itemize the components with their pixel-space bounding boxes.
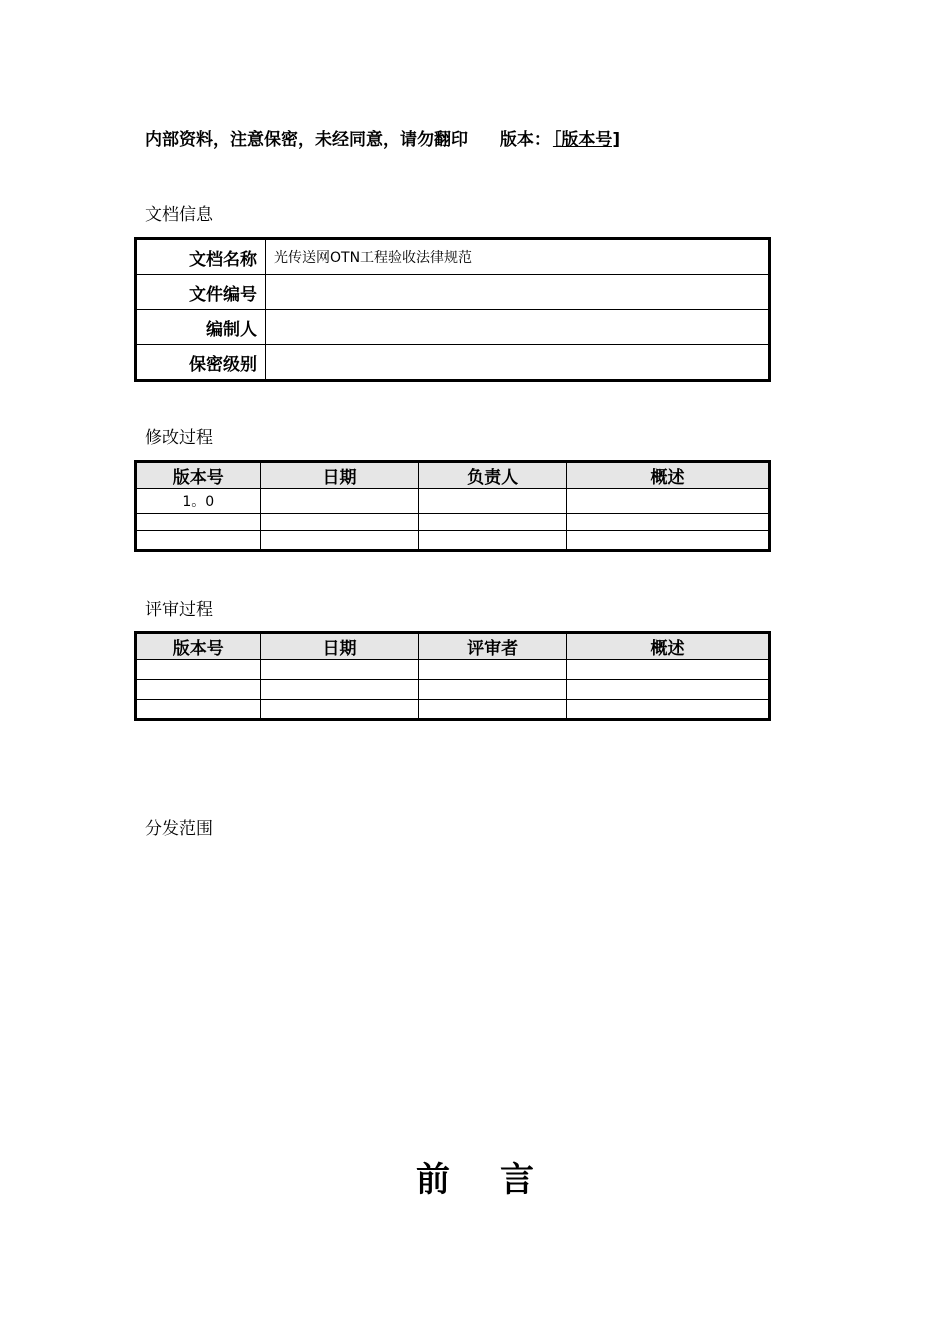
table-cell <box>419 531 567 551</box>
table-cell <box>260 660 419 680</box>
table-row <box>136 345 770 381</box>
header-notice-line <box>145 125 620 150</box>
table-row <box>136 660 770 680</box>
table-cell <box>419 700 567 720</box>
table-header-row <box>136 462 770 489</box>
doc-name-value: 光传送网OTN工程验收法律规范 <box>266 239 770 275</box>
table-cell <box>136 680 261 700</box>
table-row <box>136 680 770 700</box>
table-cell <box>260 700 419 720</box>
table-cell <box>260 531 419 551</box>
table-cell <box>567 489 770 514</box>
col-summary: 概述 <box>567 462 770 489</box>
version-label: 版本： <box>499 130 551 150</box>
table-row <box>136 531 770 551</box>
col-owner: 负责人 <box>419 462 567 489</box>
col-version: 版本号 <box>136 633 261 660</box>
confidential-notice: 内部资料，注意保密，未经同意，请勿翻印 <box>145 130 468 150</box>
table-row <box>136 310 770 345</box>
table-cell <box>136 531 261 551</box>
table-cell <box>419 489 567 514</box>
security-level-value <box>266 345 770 381</box>
table-cell: 1。0 <box>136 489 261 514</box>
file-number-value <box>266 275 770 310</box>
revision-title: 修改过程 <box>145 428 213 448</box>
table-cell <box>419 514 567 531</box>
table-cell <box>136 700 261 720</box>
col-reviewer: 评审者 <box>419 633 567 660</box>
table-row <box>136 514 770 531</box>
doc-info-table <box>134 237 771 382</box>
table-row <box>136 700 770 720</box>
table-cell <box>567 680 770 700</box>
table-cell <box>567 660 770 680</box>
table-cell <box>136 514 261 531</box>
table-row <box>136 489 770 514</box>
file-number-label: 文件编号 <box>136 275 266 310</box>
table-header-row <box>136 633 770 660</box>
table-row <box>136 239 770 275</box>
revision-table <box>134 460 771 552</box>
table-cell <box>567 700 770 720</box>
distribution-title: 分发范围 <box>145 819 213 839</box>
table-cell <box>136 660 261 680</box>
table-cell <box>419 680 567 700</box>
table-row <box>136 275 770 310</box>
col-summary: 概述 <box>567 633 770 660</box>
review-title: 评审过程 <box>145 600 213 620</box>
table-cell <box>419 660 567 680</box>
table-cell <box>260 489 419 514</box>
table-cell <box>567 531 770 551</box>
security-level-label: 保密级别 <box>136 345 266 381</box>
author-value <box>266 310 770 345</box>
version-value: ［版本号] <box>552 130 621 150</box>
table-cell <box>260 680 419 700</box>
preface-title: 前言 <box>416 1160 584 1200</box>
author-label: 编制人 <box>136 310 266 345</box>
col-date: 日期 <box>260 633 419 660</box>
col-version: 版本号 <box>136 462 261 489</box>
table-cell <box>567 514 770 531</box>
col-date: 日期 <box>260 462 419 489</box>
table-cell <box>260 514 419 531</box>
doc-name-label: 文档名称 <box>136 239 266 275</box>
review-table <box>134 631 771 721</box>
doc-info-title: 文档信息 <box>145 205 213 225</box>
